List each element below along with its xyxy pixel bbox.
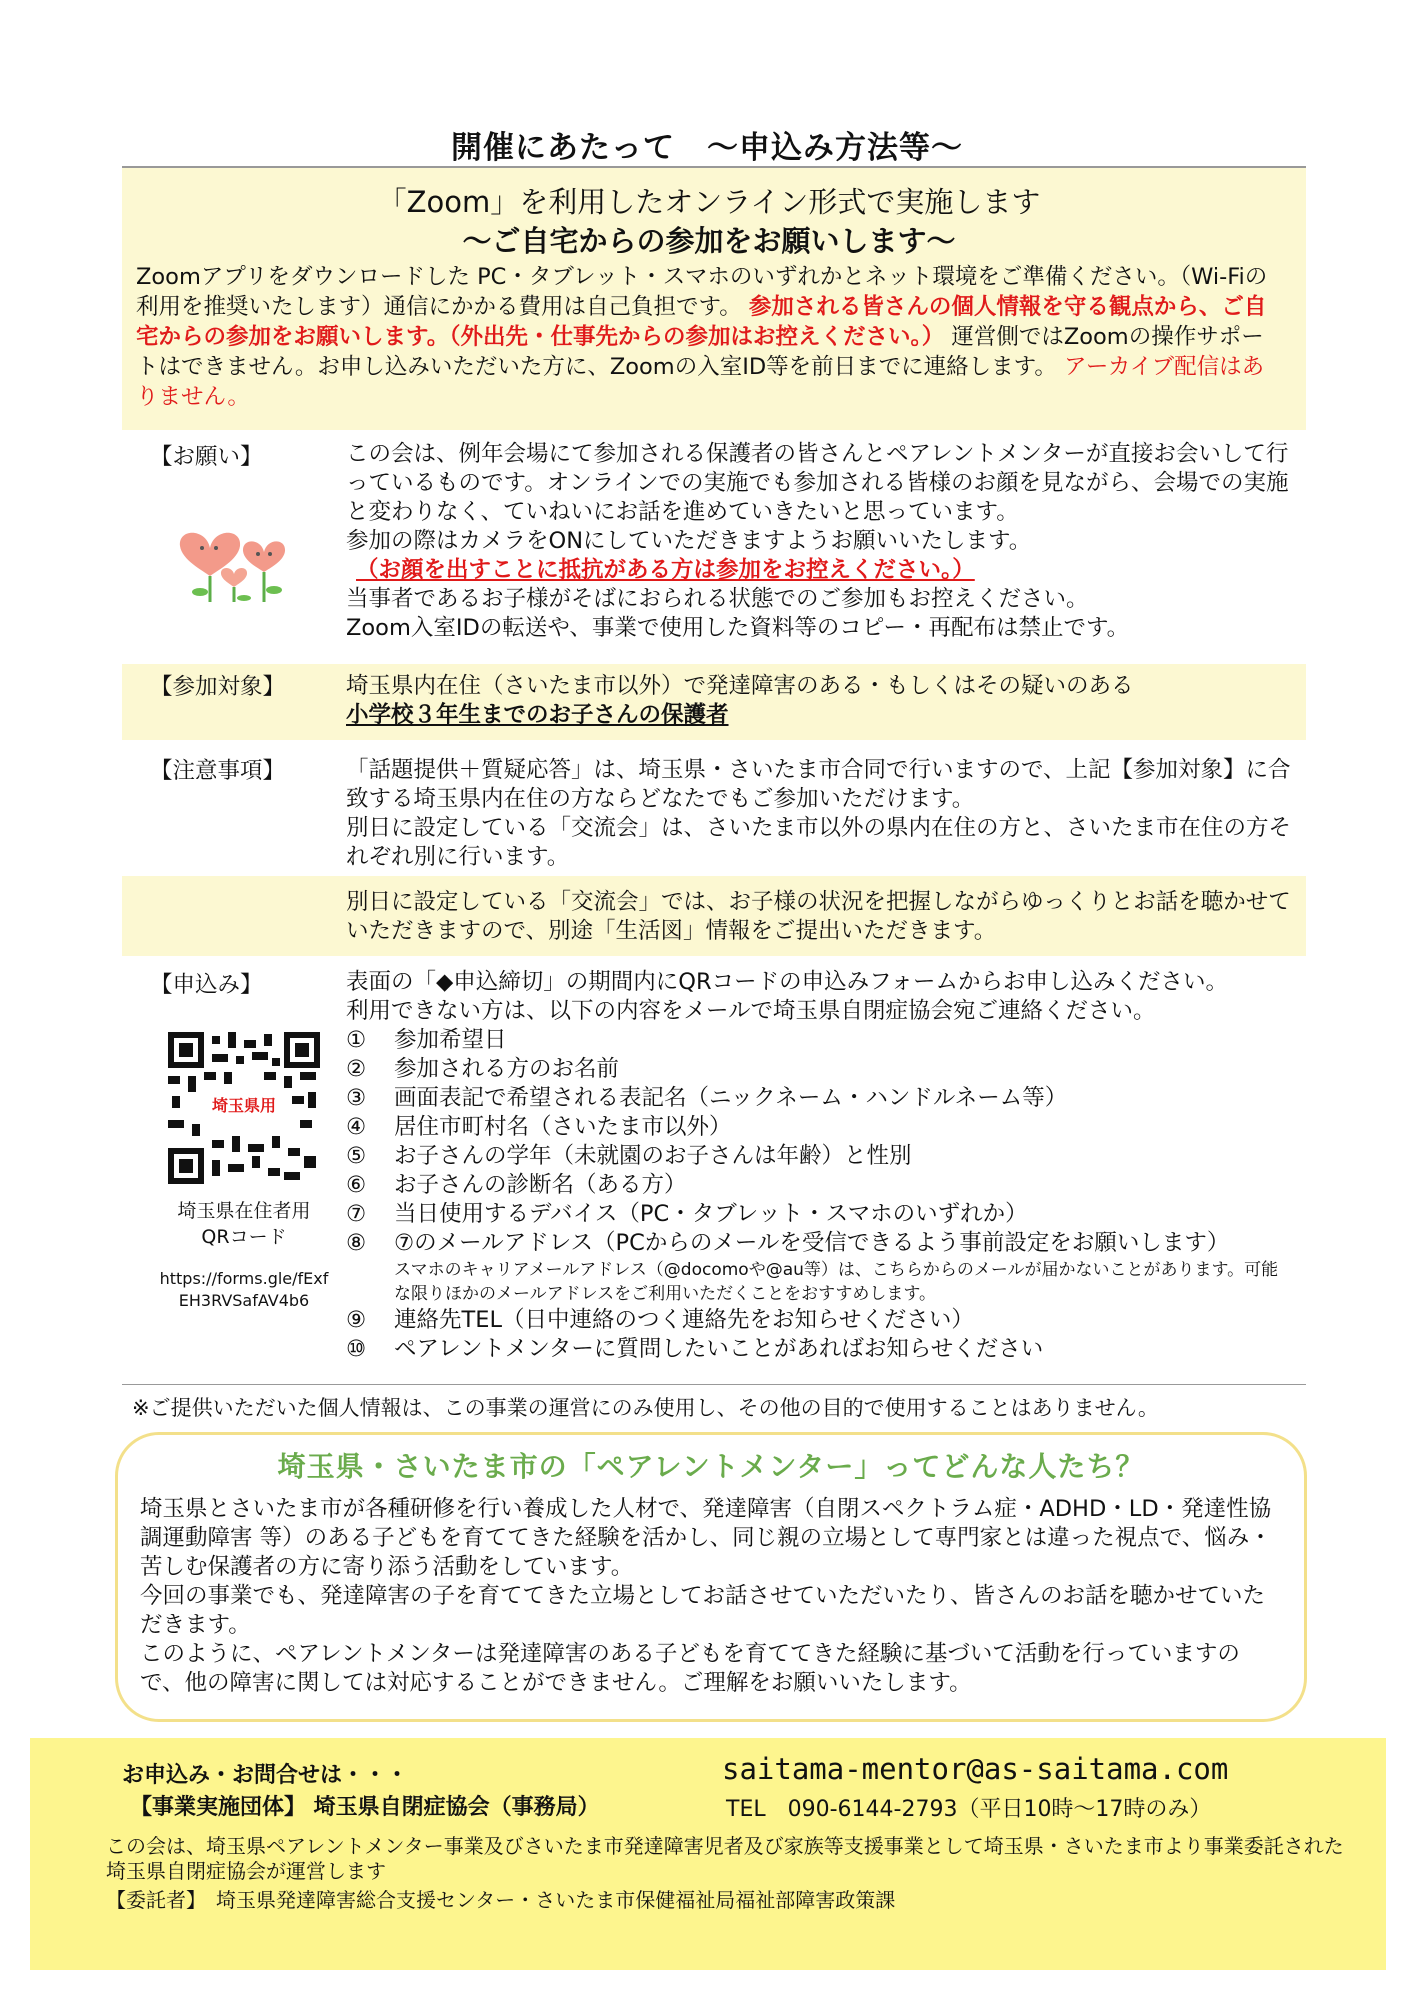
list-item <box>346 1026 1292 1055</box>
zoom-archive-text: アーカイブ配信はありません。 <box>136 354 1265 410</box>
footer-description: この会は、埼玉県ペアレントメンター事業及びさいたま市発達障害児者及び家族等支援事業として埼玉県・さいたま市より事業委託された埼玉県自閉症協会が運営します <box>106 1834 1344 1883</box>
list-item <box>346 1142 1292 1171</box>
qr-caption-2: QRコード <box>201 1226 287 1248</box>
request-text2: 参加の際はカメラをONにしていただきますようお願いいたします。 <box>346 528 1032 554</box>
apply-note: スマホのキャリアメールアドレス（@docomoや@au等）は、こちらからのメールが届かないことがあります。可能な限りほかのメールアドレスをご利用いただくことをおすすめします。 <box>394 1260 1279 1304</box>
apply-label: 【申込み】 <box>150 972 263 998</box>
footer-email[interactable]: saitama-mentor@as-saitama.com <box>722 1752 1229 1786</box>
target-text1: 埼玉県内在住（さいたま市以外）で発達障害のある・もしくはその疑いのある <box>346 673 1134 699</box>
heart-flowers-icon <box>172 514 292 606</box>
request-red-line: （お顔を出すことに抵抗がある方は参加をお控えください。） <box>356 557 975 583</box>
qr-url-2[interactable]: EH3RVSafAV4b6 <box>178 1291 310 1310</box>
request-body <box>346 440 1292 643</box>
footer-contact <box>30 1738 1386 1970</box>
notes-text3: 別日に設定している「交流会」では、お子様の状況を把握しながらゆっくりとお話を聴かせていただきますので、別途「生活図」情報をご提出いただきます。 <box>346 889 1291 944</box>
list-item-text: 当日使用するデバイス（PC・タブレット・スマホのいずれか） <box>394 1201 1028 1227</box>
notes-body <box>346 756 1292 872</box>
notes-label: 【注意事項】 <box>150 758 286 784</box>
zoom-subheading: ～ご自宅からの参加をお願いします～ <box>462 224 956 258</box>
mentor-title: 埼玉県・さいたま市の「ペアレントメンター」ってどんな人たち？ <box>277 1450 1145 1483</box>
request-label: 【お願い】 <box>150 444 263 470</box>
zoom-text <box>136 262 1282 412</box>
list-item-number: ⑥ <box>346 1172 367 1198</box>
target-label: 【参加対象】 <box>150 674 286 700</box>
list-item-text: 参加される方のお名前 <box>394 1056 620 1082</box>
list-item-text: お子さんの学年（未就園のお子さんは年齢）と性別 <box>394 1143 912 1169</box>
mentor-p1: 埼玉県とさいたま市が各種研修を行い養成した人材で、発達障害（自閉スペクトラム症・ADHD・LD・発達性協調運動障害 等）のある子どもを育ててきた経験を活かし、同じ親の立場として専門家とは違った視点で、悩み・苦しむ保護者の方に寄り添う活動をしています。 <box>140 1496 1272 1580</box>
notes-text2: 別日に設定している「交流会」は、さいたま市以外の県内在住の方と、さいたま市在住の方それぞれ別に行います。 <box>346 815 1292 870</box>
list-item-text: ペアレントメンターに質問したいことがあればお知らせください <box>394 1336 1044 1362</box>
list-item <box>346 1335 1292 1364</box>
zoom-text2: 運営側ではZoomの操作サポートはできません。お申し込みいただいた方に、Zoomの入室ID等を前日までに連絡します。 <box>136 324 1264 380</box>
list-item <box>346 1306 1292 1335</box>
list-item-number: ④ <box>346 1114 367 1140</box>
list-item-number: ② <box>346 1056 367 1082</box>
qr-block <box>144 1032 344 1392</box>
list-item <box>346 1200 1292 1229</box>
list-item-number: ⑤ <box>346 1143 367 1169</box>
list-item-text: 画面表記で希望される表記名（ニックネーム・ハンドルネーム等） <box>394 1085 1068 1111</box>
page-title: 開催にあたって ～申込み方法等～ <box>451 130 963 166</box>
list-item-text: 参加希望日 <box>394 1027 507 1053</box>
qr-badge: 埼玉県用 <box>211 1096 276 1115</box>
notes-text1: 「話題提供＋質疑応答」は、埼玉県・さいたま市合同で行いますので、上記【参加対象】に合致する埼玉県内在住の方ならどなたでもご参加いただけます。 <box>346 757 1291 812</box>
footer-tel[interactable]: TEL 090-6144-2793（平日10時～17時のみ） <box>726 1797 1212 1822</box>
zoom-heading: 「Zoom」を利用したオンライン形式で実施します <box>377 185 1041 219</box>
list-item <box>346 1084 1292 1113</box>
list-item-number: ⑧ <box>346 1230 367 1256</box>
divider <box>122 1384 1306 1385</box>
apply-list <box>346 1026 1292 1258</box>
list-item-number: ⑨ <box>346 1307 367 1333</box>
list-item-number: ⑩ <box>346 1336 367 1362</box>
qr-url-1[interactable]: https://forms.gle/fExf <box>159 1269 329 1288</box>
list-item-number: ⑦ <box>346 1201 367 1227</box>
mentor-info-box <box>115 1432 1307 1722</box>
request-text4: Zoom入室IDの転送や、事業で使用した資料等のコピー・再配布は禁止です。 <box>346 615 1130 641</box>
list-item <box>346 1171 1292 1200</box>
list-item-text: 連絡先TEL（日中連絡のつく連絡先をお知らせください） <box>394 1307 974 1333</box>
list-item-text: ⑦のメールアドレス（PCからのメールを受信できるよう事前設定をお願いします） <box>394 1230 1230 1256</box>
apply-list-2 <box>346 1306 1292 1364</box>
notes-section <box>122 746 1306 874</box>
apply-intro-1: 表面の「◆申込締切」の期間内にQRコードの申込みフォームからお申し込みください。 <box>346 969 1229 995</box>
apply-intro-2: 利用できない方は、以下の内容をメールで埼玉県自閉症協会宛ご連絡ください。 <box>346 998 1156 1024</box>
list-item <box>346 1113 1292 1142</box>
notes-section-2 <box>122 876 1306 956</box>
list-item <box>346 1229 1292 1258</box>
footer-org: 【事業実施団体】 埼玉県自閉症協会（事務局） <box>130 1795 600 1820</box>
footer-client: 【委託者】 埼玉県発達障害総合支援センター・さいたま市保健福祉局福祉部障害政策課 <box>106 1888 896 1912</box>
list-item-number: ③ <box>346 1085 367 1111</box>
zoom-text1: Zoomアプリをダウンロードした PC・タブレット・スマホのいずれかとネット環境をご準備ください。（Wi-Fiの利用を推奨いたします）通信にかかる費用は自己負担です。 <box>136 264 1268 320</box>
privacy-note: ※ご提供いただいた個人情報は、この事業の運営にのみ使用し、その他の目的で使用することはありません。 <box>132 1396 1159 1420</box>
mentor-p3: このように、ペアレントメンターは発達障害のある子どもを育ててきた経験に基づいて活動を行っていますので、他の障害に関しては対応することができません。ご理解をお願いいたします。 <box>140 1641 1240 1696</box>
list-item-text: お子さんの診断名（ある方） <box>394 1172 687 1198</box>
target-section <box>122 664 1306 740</box>
list-item-text: 居住市町村名（さいたま市以外） <box>394 1114 732 1140</box>
target-body <box>346 672 1292 730</box>
zoom-info-box <box>122 168 1306 430</box>
zoom-red-text: 参加される皆さんの個人情報を守る観点から、ご自宅からの参加をお願いします。（外出先・仕事先からの参加はお控えください。） <box>136 294 1267 350</box>
apply-body <box>346 968 1292 1364</box>
request-text1: この会は、例年会場にて参加される保護者の皆さんとペアレントメンターが直接お会いして行っているものです。オンラインでの実施でも参加される皆様のお顔を見ながら、会場での実施と変わりなく、ていねいにお話を進めていきたいと思っています。 <box>346 441 1289 525</box>
list-item <box>346 1055 1292 1084</box>
target-text2: 小学校３年生までのお子さんの保護者 <box>346 702 729 728</box>
list-item-number: ① <box>346 1027 367 1053</box>
apply-section <box>122 960 1306 1380</box>
qr-caption-1: 埼玉県在住者用 <box>177 1200 311 1222</box>
footer-inquiry: お申込み・お問合せは・・・ <box>122 1763 409 1788</box>
mentor-p2: 今回の事業でも、発達障害の子を育ててきた立場としてお話させていただいたり、皆さんのお話を聴かせていただきます。 <box>140 1583 1266 1638</box>
request-section <box>122 432 1306 650</box>
request-text3: 当事者であるお子様がそばにおられる状態でのご参加もお控えください。 <box>346 586 1089 612</box>
